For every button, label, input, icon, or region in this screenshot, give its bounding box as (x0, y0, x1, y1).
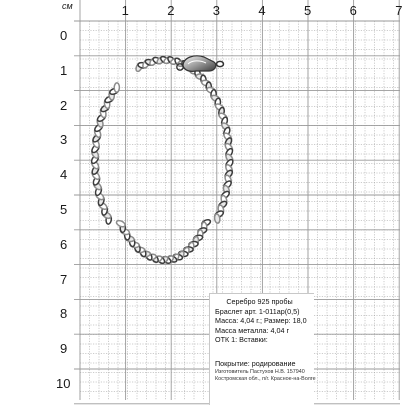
y-tick-label: 4 (60, 167, 68, 183)
x-tick-label: 1 (121, 3, 129, 18)
y-tick-label: 5 (60, 202, 68, 217)
tag-line: Браслет арт. 1-011ар(0,5) (215, 306, 300, 316)
x-tick-label: 2 (167, 3, 175, 18)
end-ring (217, 61, 224, 66)
y-tick-label: 1 (60, 62, 68, 78)
x-tick-label: 3 (212, 3, 221, 18)
chain-link (114, 83, 119, 92)
chain-link (116, 219, 127, 228)
y-tick-label: 6 (60, 236, 68, 252)
tag-line: ОТК 1: Вставки: (215, 335, 268, 345)
y-tick-label: 8 (60, 306, 68, 322)
chain-links (90, 55, 234, 264)
tag-maker-line: Изготовитель Пастухов Н.В. 157940 (215, 368, 305, 375)
x-tick-label: 5 (304, 3, 312, 18)
y-tick-label: 10 (56, 376, 71, 391)
tag-coating: Покрытие: родирование (215, 358, 296, 368)
x-tick-label: 6 (349, 3, 357, 18)
y-tick-label: 7 (60, 271, 68, 287)
product-tag (209, 293, 314, 405)
x-tick-label: 7 (395, 3, 402, 18)
chain-link (214, 214, 220, 224)
y-tick-label: 0 (60, 28, 68, 43)
tag-line: Масса металла: 4,04 г (215, 325, 290, 335)
tag-address-line: Костромская обл., п/г. Красное-на-Волге (215, 375, 316, 382)
y-tick-label: 3 (60, 132, 68, 148)
x-tick-label: 4 (258, 3, 266, 18)
tag-line: Серебро 925 пробы (226, 297, 293, 306)
tag-line: Масса: 4,04 г.; Размер: 18,0 (215, 316, 307, 326)
y-tick-label: 9 (60, 341, 68, 357)
y-tick-label: 2 (60, 97, 68, 113)
unit-label: см (62, 1, 73, 11)
